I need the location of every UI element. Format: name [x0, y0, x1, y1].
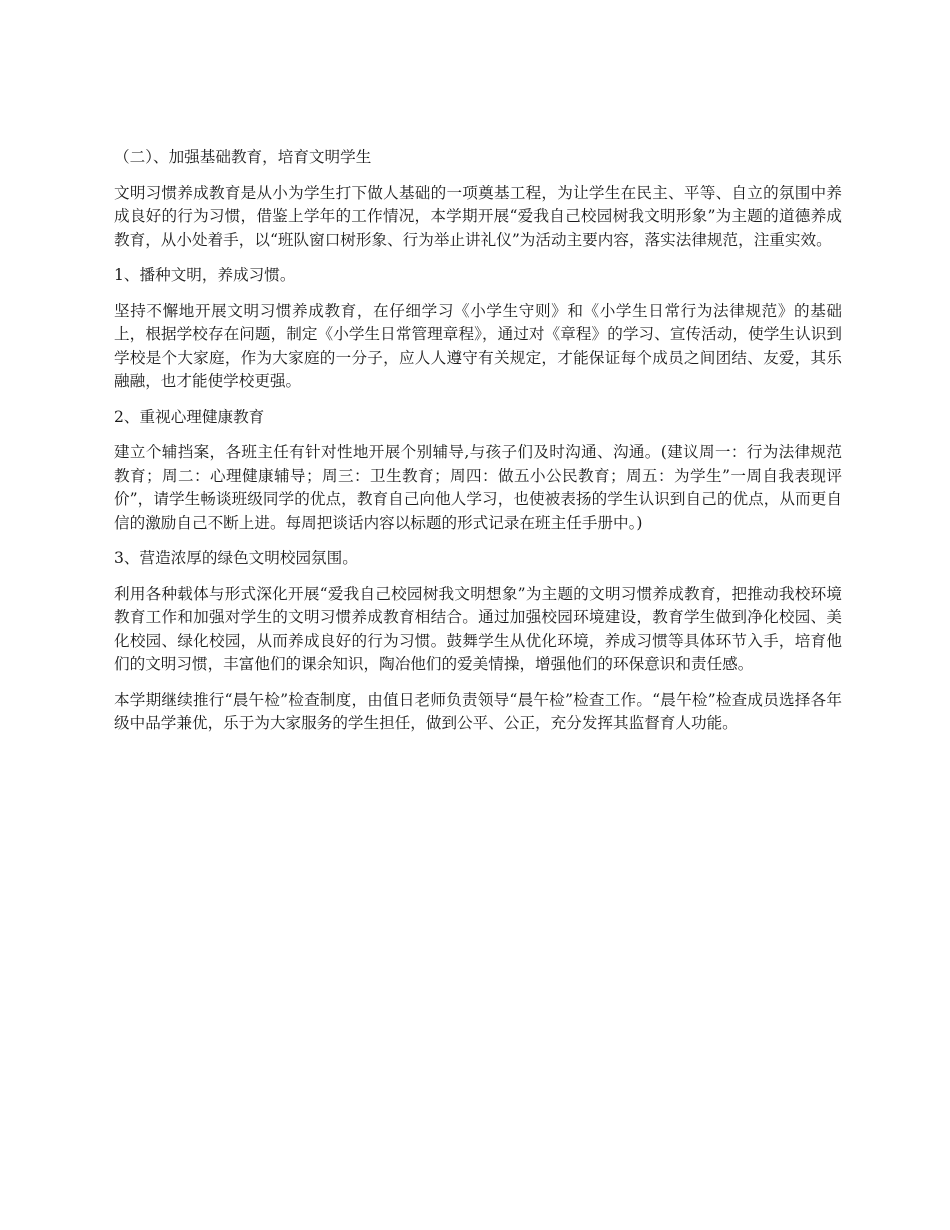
paragraph: 本学期继续推行“晨午检”检查制度，由值日老师负责领导“晨午检”检查工作。“晨午检”检查成员选择各年级中品学兼优，乐于为大家服务的学生担任，做到公平、公正，充分发挥其监督育人功能。 [114, 690, 842, 732]
section-heading: （二）、加强基础教育，培育文明学生 [114, 148, 372, 166]
paragraph: 建立个辅挡案，各班主任有针对性地开展个别辅导,与孩子们及时沟通、沟通。(建议周一：行为法律规范教育；周二：心理健康辅导；周三：卫生教育；周四：做五小公民教育；周五：为学生”一周自我表现评价”，请学生畅谈班级同学的优点，教育自己向他人学习，也使被表扬的学生认识到自己的优点，从而更自信的激励自己不断上进。每周把谈话内容以标题的形式记录在班主任手册中。) [114, 443, 842, 532]
paragraph: 利用各种载体与形式深化开展“爱我自己校园树我文明想象”为主题的文明习惯养成教育，把推动我校环境教育工作和加强对学生的文明习惯养成教育相结合。通过加强校园环境建设，教育学生做到净化校园、美化校园、绿化校园，从而养成良好的行为习惯。鼓舞学生从优化环境，养成习惯等具体环节入手，培育他们的文明习惯，丰富他们的课余知识，陶冶他们的爱美情操，增强他们的环保意识和责任感。 [114, 584, 842, 673]
subsection-heading: 3、营造浓厚的绿色文明校园氛围。 [114, 549, 358, 567]
subsection-heading: 2、重视心理健康教育 [114, 407, 265, 426]
subsection-heading: 1、播种文明，养成习惯。 [114, 266, 296, 284]
document-page [114, 146, 842, 748]
paragraph: 坚持不懈地开展文明习惯养成教育，在仔细学习《小学生守则》和《小学生日常行为法律规范》的基础上，根据学校存在问题，制定《小学生日常管理章程》，通过对《章程》的学习、宣传活动，使学生认识到学校是个大家庭，作为大家庭的一分子，应人人遵守有关规定，才能保证每个成员之间团结、友爱，其乐融融，也才能使学校更强。 [114, 301, 842, 390]
paragraph: 文明习惯养成教育是从小为学生打下做人基础的一项奠基工程，为让学生在民主、平等、自立的氛围中养成良好的行为习惯，借鉴上学年的工作情况，本学期开展“爱我自己校园树我文明形象”为主题的道德养成教育，从小处着手，以“班队窗口树形象、行为举止讲礼仪”为活动主要内容，落实法律规范，注重实效。 [114, 183, 842, 249]
